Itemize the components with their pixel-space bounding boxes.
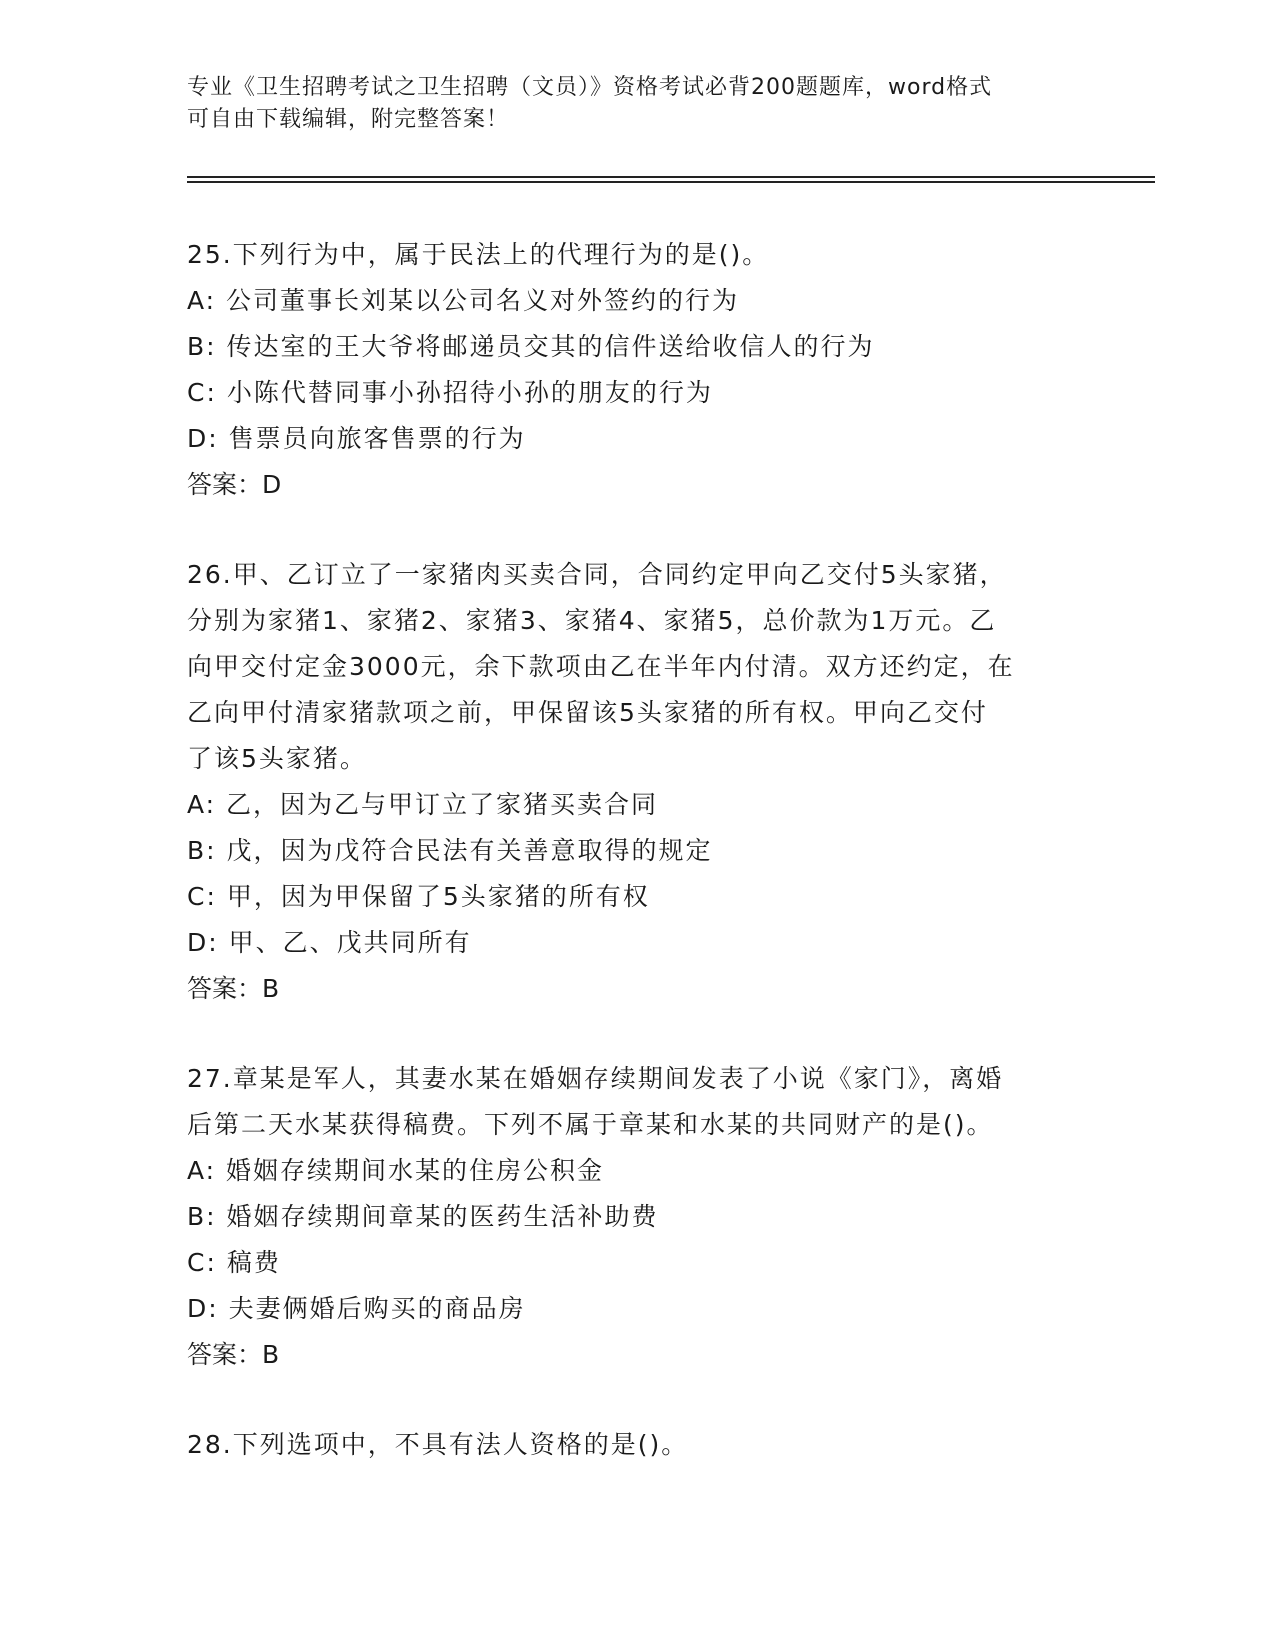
question-text: 乙向甲付清家猪款项之前，甲保留该5头家猪的所有权。甲向乙交付: [187, 698, 988, 727]
question-text: 了该5头家猪。: [187, 744, 367, 773]
option-b: B: 戊，因为戊符合民法有关善意取得的规定: [187, 836, 713, 865]
header-line: 专业《卫生招聘考试之卫生招聘（文员）》资格考试必背200题题库，word格式: [187, 75, 993, 100]
answer: 答案：B: [187, 1340, 280, 1369]
question-text: 25.下列行为中，属于民法上的代理行为的是()。: [187, 240, 770, 269]
option-a: A: 公司董事长刘某以公司名义对外签约的行为: [187, 286, 740, 315]
option-d: D: 甲、乙、戊共同所有: [187, 928, 472, 957]
option-d: D: 夫妻俩婚后购买的商品房: [187, 1294, 526, 1323]
question-27: [187, 1056, 1087, 1378]
question-text: 27.章某是军人，其妻水某在婚姻存续期间发表了小说《家门》，离婚: [187, 1064, 1004, 1093]
question-text: 28.下列选项中，不具有法人资格的是()。: [187, 1430, 689, 1459]
answer: 答案：D: [187, 470, 282, 499]
answer: 答案：B: [187, 974, 280, 1003]
option-b: B: 传达室的王大爷将邮递员交其的信件送给收信人的行为: [187, 332, 875, 361]
question-text: 分别为家猪1、家猪2、家猪3、家猪4、家猪5，总价款为1万元。乙: [187, 606, 997, 635]
question-text: 26.甲、乙订立了一家猪肉买卖合同，合同约定甲向乙交付5头家猪，: [187, 560, 1007, 589]
option-c: C: 稿费: [187, 1248, 281, 1277]
option-a: A: 乙，因为乙与甲订立了家猪买卖合同: [187, 790, 659, 819]
option-c: C: 甲，因为甲保留了5头家猪的所有权: [187, 882, 650, 911]
option-d: D: 售票员向旅客售票的行为: [187, 424, 526, 453]
question-28: [187, 1422, 1087, 1468]
option-c: C: 小陈代替同事小孙招待小孙的朋友的行为: [187, 378, 713, 407]
option-a: A: 婚姻存续期间水某的住房公积金: [187, 1156, 605, 1185]
header-divider: [187, 181, 1155, 183]
question-text: 向甲交付定金3000元，余下款项由乙在半年内付清。双方还约定，在: [187, 652, 1015, 681]
document-header: [187, 72, 1087, 136]
option-b: B: 婚姻存续期间章某的医药生活补助费: [187, 1202, 659, 1231]
question-list: [187, 232, 1087, 1512]
question-26: [187, 552, 1087, 1012]
header-divider: [187, 176, 1155, 178]
header-line: 可自由下载编辑，附完整答案！: [187, 107, 510, 132]
question-25: [187, 232, 1087, 508]
question-text: 后第二天水某获得稿费。下列不属于章某和水某的共同财产的是()。: [187, 1110, 994, 1139]
